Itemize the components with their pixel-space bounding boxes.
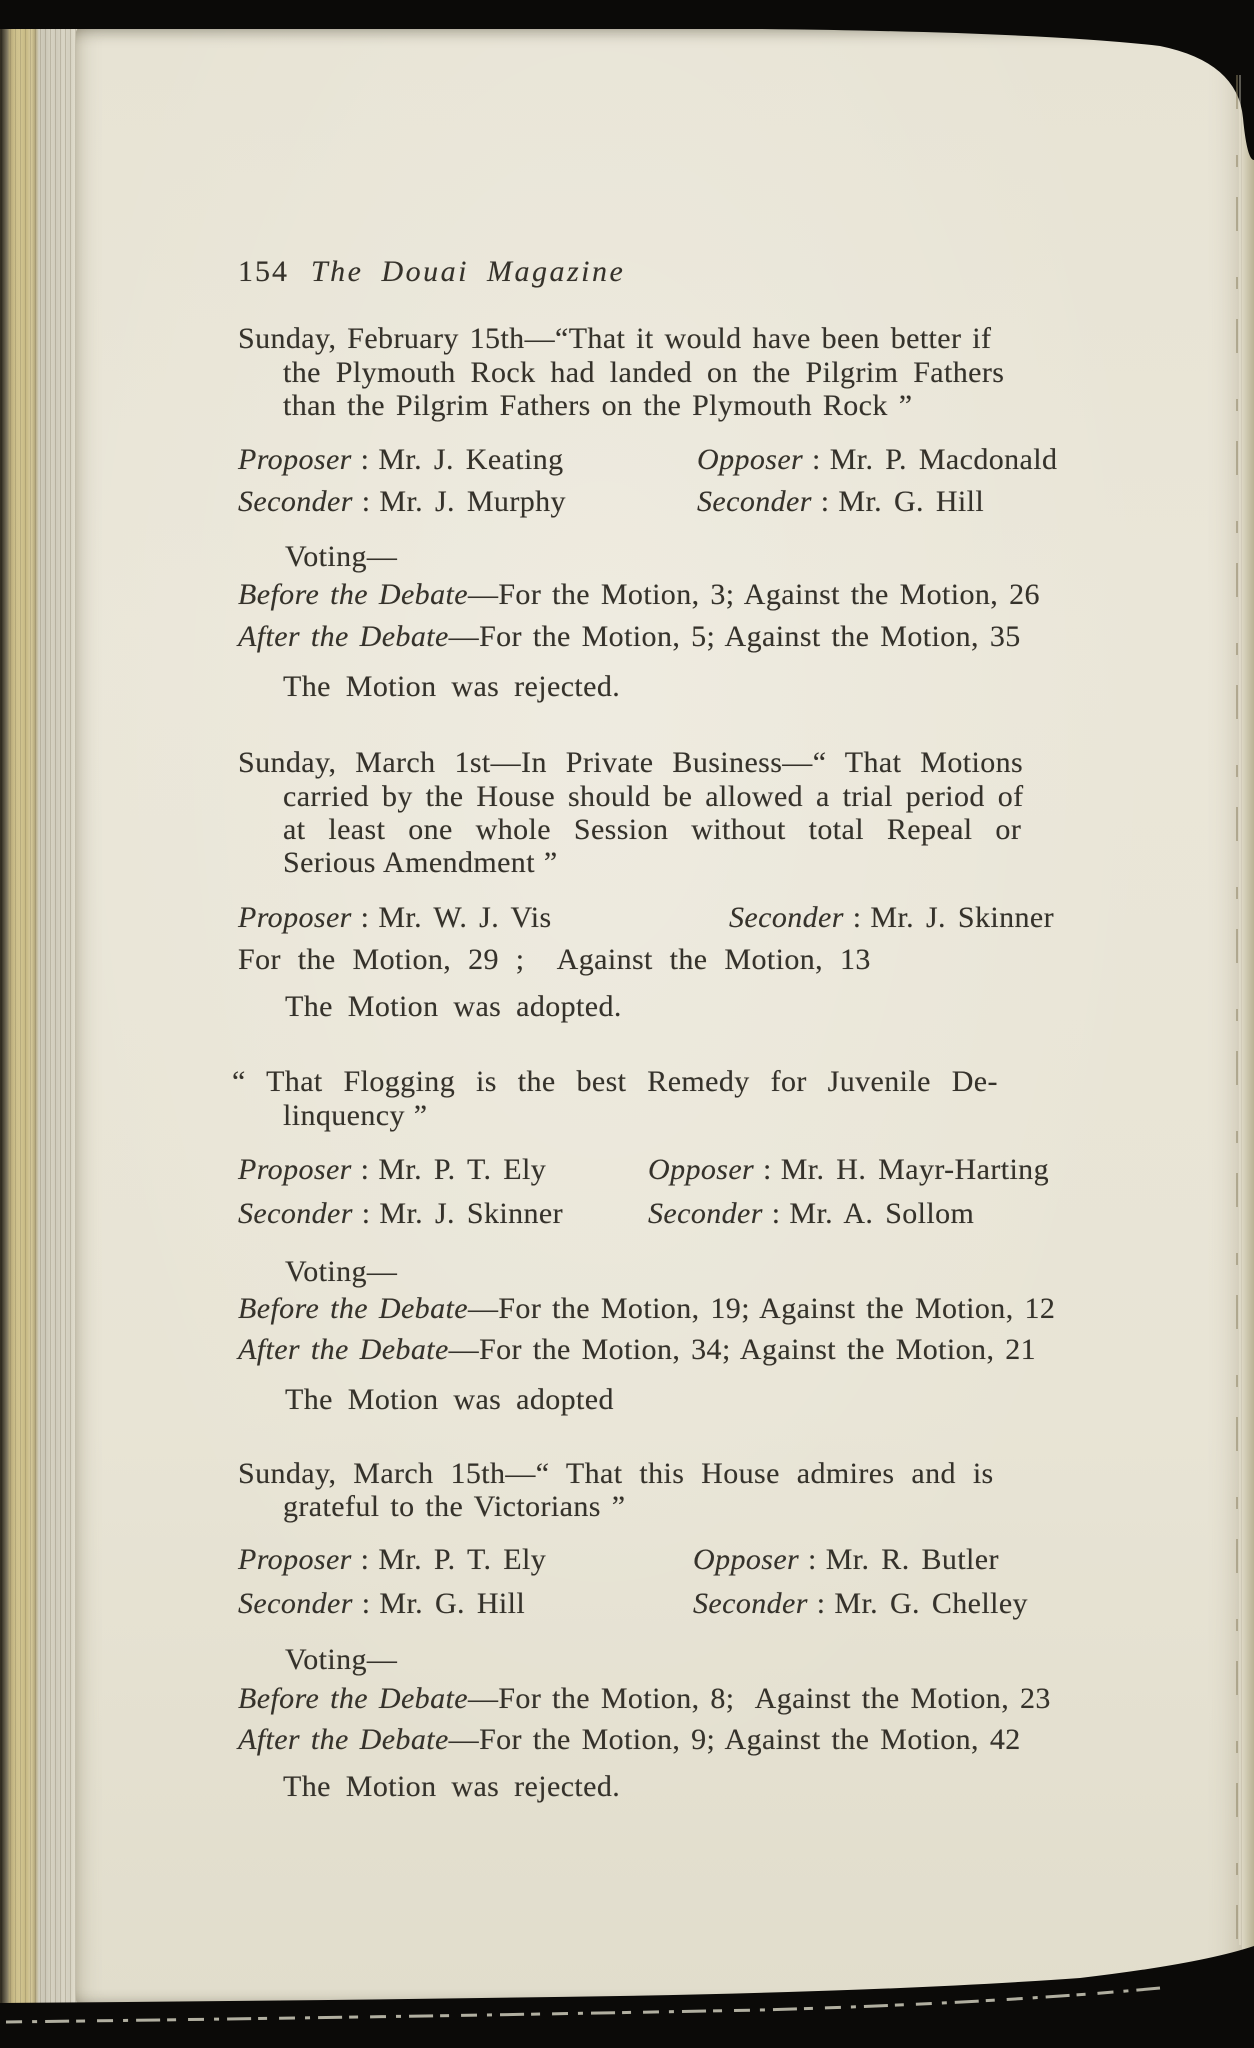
role-row-left (238, 443, 564, 477)
voting-line (238, 1292, 1055, 1326)
role-separator: : (762, 1197, 790, 1230)
motion-heading-line: at least one whole Session without total Repeal or (283, 813, 1022, 846)
outcome-line: The Motion was adopted (285, 1383, 614, 1416)
role-row-right (693, 1587, 1028, 1621)
voting-phase-label: After the Debate (238, 620, 449, 653)
role-name: Mr. J. Skinner (870, 901, 1054, 934)
voting-phase-label: After the Debate (238, 1333, 449, 1366)
motion-heading-line: Sunday, March 15th—“ That this House admires and is (238, 1457, 994, 1490)
role-name: Mr. G. Hill (838, 485, 985, 518)
role-name: Mr. P. T. Ely (378, 1153, 547, 1186)
role-label: Seconder (648, 1197, 763, 1230)
voting-line (238, 578, 1040, 612)
role-label: Opposer (697, 443, 804, 476)
role-name: Mr. G. Hill (379, 1587, 526, 1620)
voting-result: —For the Motion, 34; Against the Motion, 21 (448, 1333, 1037, 1366)
role-name: Mr. G. Chelley (834, 1587, 1028, 1620)
page-number: 154 (238, 255, 289, 288)
role-label: Seconder (693, 1587, 808, 1620)
voting-line (238, 1682, 1051, 1716)
role-label: Seconder (729, 901, 844, 934)
role-label: Opposer (693, 1543, 800, 1576)
role-row-left (238, 1587, 525, 1621)
role-row-right (693, 1543, 999, 1577)
motion-heading-line: than the Pilgrim Fathers on the Plymouth Rock ” (283, 389, 913, 422)
role-row-right (697, 443, 1057, 477)
role-separator: : (352, 485, 380, 518)
voting-line (238, 1723, 1021, 1757)
role-separator: : (351, 901, 379, 934)
role-row-left (238, 1153, 546, 1187)
voting-heading: Voting— (285, 540, 398, 573)
role-label: Seconder (238, 1197, 353, 1230)
role-separator: : (352, 1587, 380, 1620)
voting-result: —For the Motion, 19; Against the Motion, 12 (467, 1292, 1056, 1325)
voting-phase-label: Before the Debate (238, 1682, 468, 1715)
outcome-line: The Motion was rejected. (283, 670, 621, 703)
role-label: Proposer (238, 443, 352, 476)
role-separator: : (811, 485, 839, 518)
page-header (238, 255, 625, 289)
role-separator: : (754, 1153, 781, 1186)
motion-heading-line: Serious Amendment ” (283, 846, 558, 879)
role-separator: : (843, 901, 871, 934)
voting-heading: Voting— (285, 1255, 398, 1288)
role-name: Mr. R. Butler (825, 1543, 999, 1576)
role-row-left (238, 485, 566, 519)
role-name: Mr. J. Skinner (379, 1197, 563, 1230)
role-label: Seconder (697, 485, 812, 518)
role-label: Proposer (238, 1543, 352, 1576)
voting-result: —For the Motion, 3; Against the Motion, 26 (467, 578, 1040, 611)
voting-phase-label: After the Debate (238, 1723, 449, 1756)
voting-phase-label: Before the Debate (238, 578, 468, 611)
voting-phase-label: Before the Debate (238, 1292, 468, 1325)
role-separator: : (351, 443, 379, 476)
outcome-line: The Motion was adopted. (285, 990, 622, 1023)
voting-heading: Voting— (285, 1643, 398, 1676)
role-label: Seconder (238, 485, 353, 518)
role-separator: : (803, 443, 830, 476)
motion-heading-line: carried by the House should be allowed a trial period of (283, 780, 1024, 813)
role-name: Mr. J. Keating (378, 443, 564, 476)
motion-heading-line: Sunday, March 1st—In Private Business—“ That Motions (238, 746, 1024, 779)
vote-tally-line: For the Motion, 29 ; Against the Motion, 13 (238, 943, 871, 976)
voting-line (238, 1333, 1036, 1367)
role-row-left (238, 1197, 563, 1231)
role-label: Proposer (238, 901, 352, 934)
outcome-line: The Motion was rejected. (283, 1770, 621, 1803)
role-separator: : (807, 1587, 835, 1620)
role-name: Mr. P. Macdonald (829, 443, 1058, 476)
role-row-left (238, 1543, 546, 1577)
voting-result: —For the Motion, 5; Against the Motion, 35 (448, 620, 1021, 653)
role-label: Opposer (648, 1153, 755, 1186)
role-separator: : (352, 1197, 380, 1230)
role-row-right (697, 485, 984, 519)
role-name: Mr. P. T. Ely (378, 1543, 547, 1576)
running-title: The Douai Magazine (311, 255, 626, 288)
motion-heading-line: Sunday, February 15th—“That it would have been better if (238, 322, 992, 355)
role-label: Proposer (238, 1153, 352, 1186)
role-separator: : (351, 1153, 379, 1186)
role-row-right (729, 901, 1054, 935)
role-label: Seconder (238, 1587, 353, 1620)
role-separator: : (799, 1543, 826, 1576)
voting-result: —For the Motion, 8; Against the Motion, 23 (467, 1682, 1051, 1715)
role-row-right (648, 1197, 974, 1231)
motion-heading-line: the Plymouth Rock had landed on the Pilgrim Fathers (283, 356, 1005, 389)
motion-heading-line: grateful to the Victorians ” (283, 1490, 626, 1523)
voting-result: —For the Motion, 9; Against the Motion, 42 (448, 1723, 1021, 1756)
role-row-left (238, 901, 552, 935)
motion-heading-line: “ That Flogging is the best Remedy for Juvenile De- (232, 1065, 998, 1098)
motion-heading-line: linquency ” (283, 1099, 428, 1132)
role-separator: : (351, 1543, 379, 1576)
role-name: Mr. J. Murphy (379, 485, 566, 518)
role-name: Mr. H. Mayr-Harting (780, 1153, 1049, 1186)
voting-line (238, 620, 1021, 654)
role-name: Mr. A. Sollom (789, 1197, 975, 1230)
role-row-right (648, 1153, 1049, 1187)
role-name: Mr. W. J. Vis (378, 901, 552, 934)
